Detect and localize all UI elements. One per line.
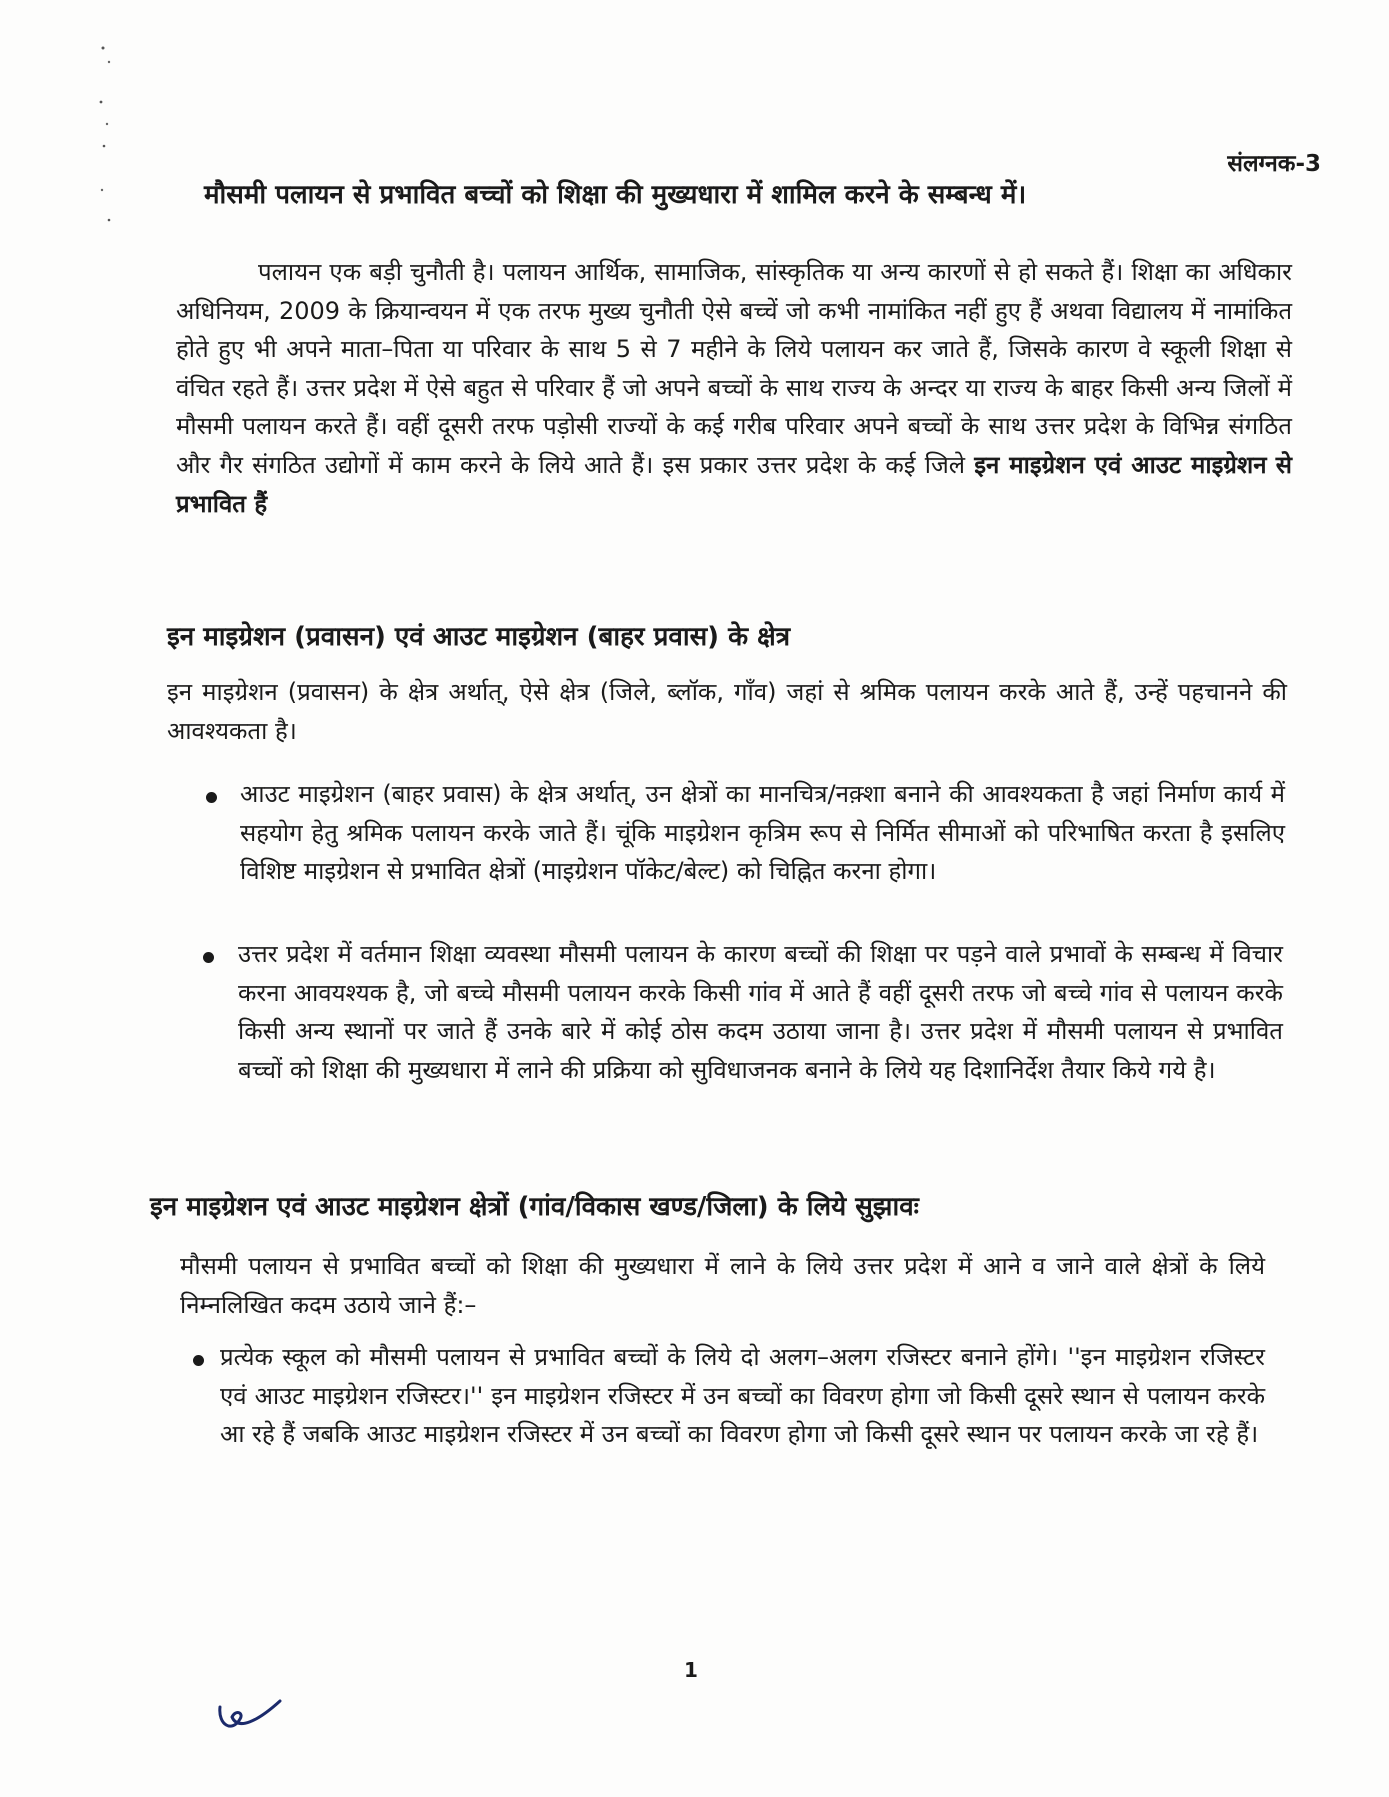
- annexure-label: संलग्नक-3: [1227, 151, 1321, 177]
- intro-paragraph: [176, 253, 1292, 523]
- bullet-icon: [203, 952, 214, 963]
- section1-bullet-2: उत्तर प्रदेश में वर्तमान शिक्षा व्यवस्था मौसमी पलायन के कारण बच्चों की शिक्षा पर पड़ने वाले प्रभावों के सम्बन्ध में विचार करना आवयश्यक है, जो बच्चे मौसमी पलायन करके किसी गांव में आते हैं वहीं दूसरी तरफ जो बच्चे गांव से पलायन करके किसी अन्य स्थानों पर जाते हैं उनके बारे में कोई ठोस कदम उठाया जाना है। उत्तर प्रदेश में मौसमी पलायन से प्रभावित बच्चों को शिक्षा की मुख्यधारा में लाने की प्रक्रिया को सुविधाजनक बनाने के लिये यह दिशानिर्देश तैयार किये गये है।: [238, 940, 1283, 1084]
- document-title: मौसमी पलायन से प्रभावित बच्चों को शिक्षा की मुख्यधारा में शामिल करने के सम्बन्ध में।: [204, 180, 1027, 210]
- section2-paragraph: मौसमी पलायन से प्रभावित बच्चों को शिक्षा की मुख्यधारा में लाने के लिये उत्तर प्रदेश में आने व जाने वाले क्षेत्रों के लिये निम्नलिखित कदम उठाये जाने हैं:–: [180, 1252, 1265, 1319]
- bullet-icon: [193, 1355, 204, 1366]
- section2-heading: इन माइग्रेशन एवं आउट माइग्रेशन क्षेत्रों (गांव/विकास खण्ड/जिला) के लिये सुझावः: [150, 1192, 919, 1222]
- page-number: 1: [684, 1658, 698, 1682]
- margin-specks: [95, 40, 135, 230]
- section2-bullet-1: प्रत्येक स्कूल को मौसमी पलायन से प्रभावित बच्चों के लिये दो अलग–अलग रजिस्टर बनाने होंगे। ''इन माइग्रेशन रजिस्टर एवं आउट माइग्रेशन रजिस्टर।'' इन माइग्रेशन रजिस्टर में उन बच्चों का विवरण होगा जो किसी दूसरे स्थान से पलायन करके आ रहे हैं जबकि आउट माइग्रेशन रजिस्टर में उन बच्चों का विवरण होगा जो किसी दूसरे स्थान पर पलायन करके जा रहे हैं।: [220, 1343, 1265, 1449]
- intro-bold-text: इन माइग्रेशन एवं आउट माइग्रेशन: [974, 450, 1267, 479]
- section1-heading: इन माइग्रेशन (प्रवासन) एवं आउट माइग्रेशन (बाहर प्रवास) के क्षेत्र: [167, 622, 791, 652]
- section1-bullet-1: आउट माइग्रेशन (बाहर प्रवास) के क्षेत्र अर्थात्, उन क्षेत्रों का मानचित्र/नक़्शा बनाने की आवश्यकता है जहां निर्माण कार्य में सहयोग हेतु श्रमिक पलायन करके जाते हैं। चूंकि माइग्रेशन कृत्रिम रूप से निर्मित सीमाओं को परिभाषित करता है इसलिए विशिष्ट माइग्रेशन से प्रभावित क्षेत्रों (माइग्रेशन पॉकेट/बेल्ट) को चिह्नित करना होगा।: [240, 780, 1285, 886]
- bullet-icon: [206, 792, 217, 803]
- signature-mark: [210, 1695, 290, 1755]
- section1-paragraph: इन माइग्रेशन (प्रवासन) के क्षेत्र अर्थात्, ऐसे क्षेत्र (जिले, ब्लॉक, गाँव) जहां से श्रमिक पलायन करके आते हैं, उन्हें पहचानने की आवश्यकता है।: [167, 678, 1287, 745]
- intro-tail-text: से प्रभावित हैं: [176, 450, 1292, 518]
- intro-text: पलायन एक बड़ी चुनौती है। पलायन आर्थिक, सामाजिक, सांस्कृतिक या अन्य कारणों से हो सकते हैं। शिक्षा का अधिकार अधिनियम, 2009 के क्रियान्वयन में एक तरफ मुख्य चुनौती ऐसे बच्चें जो कभी नामांकित नहीं हुए हैं अथवा विद्यालय में नामांकित होते हुए भी अपने माता–पिता या परिवार के साथ 5 से 7 महीने के लिये पलायन कर जाते हैं, जिसके कारण वे स्कूली शिक्षा से वंचित रहते हैं। उत्तर प्रदेश में ऐसे बहुत से परिवार हैं जो अपने बच्चों के साथ राज्य के अन्दर या राज्य के बाहर किसी अन्य जिलों में मौसमी पलायन करते हैं। वहीं दूसरी तरफ पड़ोसी राज्यों के कई गरीब परिवार अपने बच्चों के साथ उत्तर प्रदेश के विभिन्न संगठित और गैर संगठित उद्योगों में काम करने के लिये आते हैं। इस प्रकार उत्तर प्रदेश के कई जिले: [176, 258, 1292, 479]
